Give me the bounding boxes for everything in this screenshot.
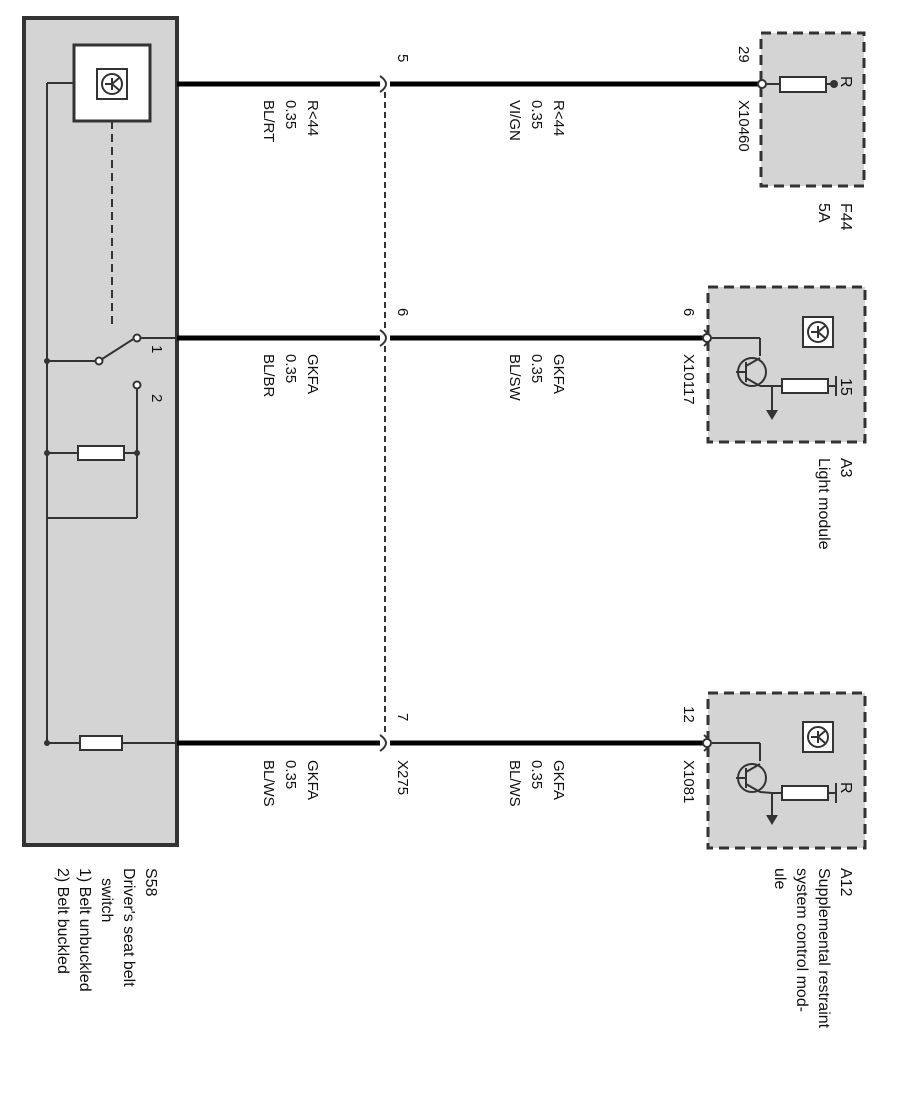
- x275-pin-5: 5: [394, 54, 411, 63]
- wire2-left-code: BL/BR: [260, 354, 277, 398]
- switch-pos1-label: 1: [148, 345, 165, 354]
- wire1-left-gauge: 0.35: [282, 100, 299, 130]
- wire3-left-color: GKFA: [304, 760, 321, 801]
- resistor-icon: [782, 786, 828, 800]
- wire1-left-color: R<44: [304, 100, 321, 137]
- wire2-left-gauge: 0.35: [282, 354, 299, 384]
- a12-name-line2: system control mod-: [793, 868, 810, 1013]
- a12-pin-letter: R: [837, 782, 854, 794]
- s58-note2: 2) Belt buckled: [54, 868, 71, 974]
- x275-pin-7: 7: [394, 713, 411, 722]
- wire2-right-color: GKFA: [550, 354, 567, 395]
- x1081-pin: 12: [680, 706, 697, 723]
- a3-pin: 15: [837, 378, 854, 396]
- bus-symbol-icon: [74, 45, 150, 121]
- x275-label: X275: [394, 760, 411, 796]
- s58-id: S58: [142, 868, 159, 897]
- f44-rating: 5A: [815, 203, 832, 223]
- wire3-right-color: GKFA: [550, 760, 567, 801]
- wire3-right-gauge: 0.35: [528, 760, 545, 790]
- wire1-right-gauge: 0.35: [528, 100, 545, 130]
- a12-name-line1: Supplemental restraint: [815, 868, 832, 1029]
- wire1-right-code: VI/GN: [506, 100, 523, 141]
- resistor-icon: [80, 736, 122, 750]
- a3-name: Light module: [815, 458, 832, 550]
- resistor-icon: [782, 379, 828, 393]
- main-wires: [177, 84, 761, 743]
- wire3-left-gauge: 0.35: [282, 760, 299, 790]
- wire3-right-code: BL/WS: [506, 760, 523, 807]
- x10460-pin: 29: [735, 46, 752, 63]
- s58-name-line1: Driver's seat belt: [120, 868, 137, 987]
- bus-symbol-icon: [803, 722, 833, 752]
- x1081-label: X1081: [680, 760, 697, 804]
- f44-box: [761, 33, 864, 186]
- a12-box: [708, 693, 865, 848]
- x10117-pin: 6: [680, 308, 697, 317]
- f44-pin-letter: R: [837, 76, 854, 88]
- resistor-icon: [78, 446, 124, 460]
- a12-name-line3: ule: [771, 868, 788, 890]
- x10460-label: X10460: [735, 100, 752, 152]
- a3-id: A3: [837, 458, 854, 478]
- x275-pin-6: 6: [394, 308, 411, 317]
- a12-id: A12: [837, 868, 854, 897]
- bus-symbol-icon: [803, 317, 833, 347]
- x10117-label: X10117: [680, 354, 697, 405]
- a3-box: [708, 287, 865, 442]
- wire1-right-color: R<44: [550, 100, 567, 137]
- s58-note1: 1) Belt unbuckled: [76, 868, 93, 992]
- switch-pos2-label: 2: [148, 394, 165, 403]
- wire2-right-code: BL/SW: [506, 354, 523, 401]
- wire2-right-gauge: 0.35: [528, 354, 545, 384]
- wire1-left-code: BL/RT: [260, 100, 277, 143]
- x275-connector: [380, 76, 386, 751]
- s58-name-line2: switch: [98, 878, 115, 923]
- wire2-left-color: GKFA: [304, 354, 321, 395]
- f44-id: F44: [837, 203, 854, 231]
- wire3-left-code: BL/WS: [260, 760, 277, 807]
